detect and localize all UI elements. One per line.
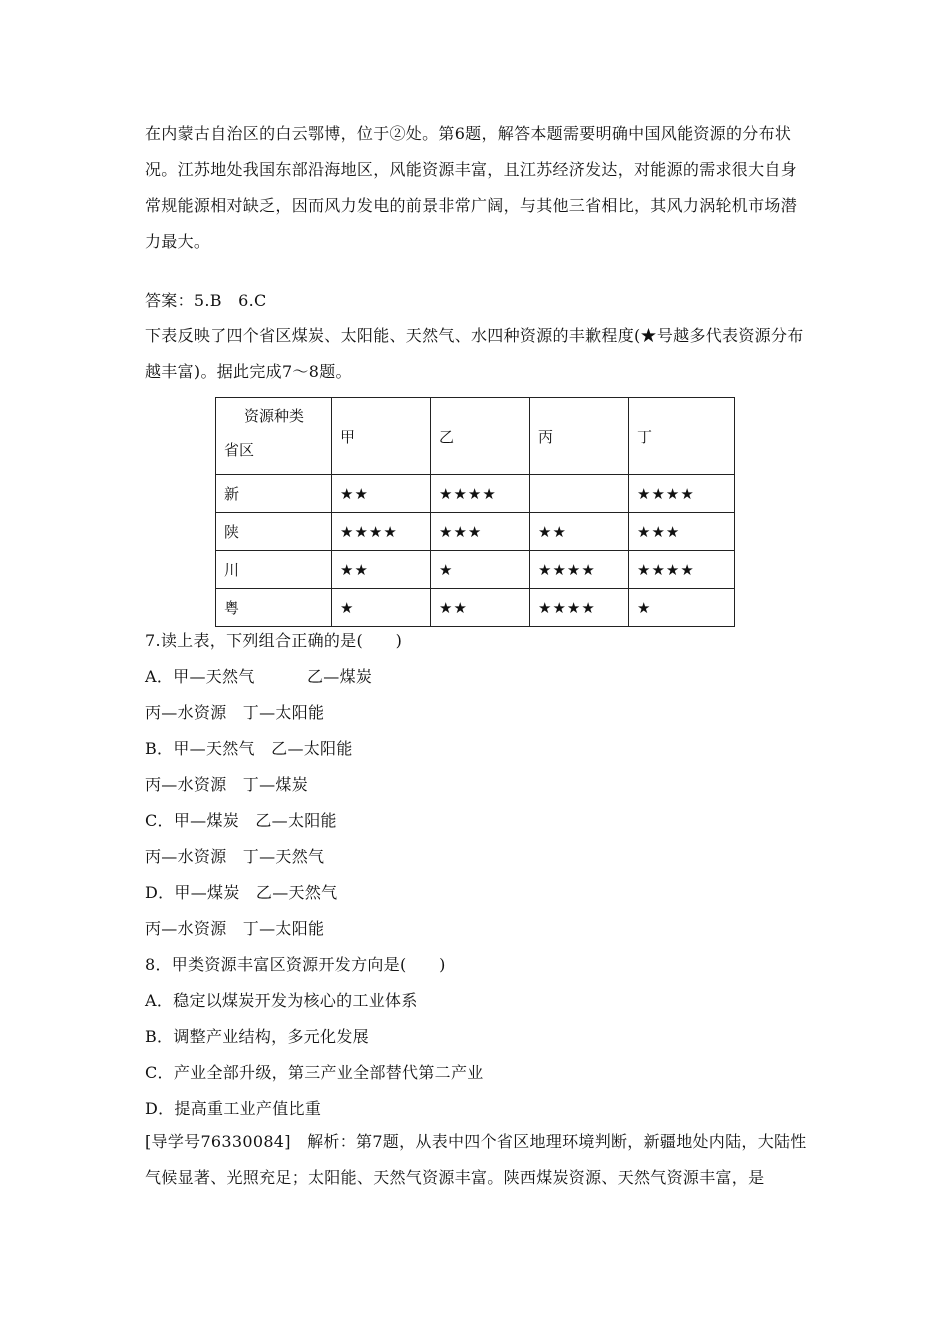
q7-option-b-line2: 丙—水资源 丁—煤炭 bbox=[145, 775, 309, 794]
q8-option-b: B．调整产业结构，多元化发展 bbox=[145, 1027, 369, 1046]
rating-cell: ★★ bbox=[530, 513, 629, 551]
province-cell: 粤 bbox=[216, 589, 332, 627]
corner-label-resource-type: 资源种类 bbox=[244, 407, 305, 425]
rating-cell: ★★ bbox=[332, 551, 431, 589]
rating-cell: ★★ bbox=[431, 589, 530, 627]
rating-cell: ★ bbox=[629, 589, 735, 627]
answer-line: 答案：5.B 6.C bbox=[145, 291, 267, 310]
q7-option-b-line1: B．甲—天然气 乙—太阳能 bbox=[145, 739, 353, 758]
explanation-paragraph: [导学号76330084] 解析：第7题，从表中四个省区地理环境判断，新疆地处内陆，大陆性气候显著、光照充足；太阳能、天然气资源丰富。陕西煤炭资源、天然气资源丰富，是 bbox=[145, 1132, 807, 1187]
column-header: 乙 bbox=[431, 398, 530, 475]
q8-option-d: D．提高重工业产值比重 bbox=[145, 1099, 322, 1118]
table-row bbox=[216, 551, 736, 589]
q7-option-c-line2: 丙—水资源 丁—天然气 bbox=[145, 847, 325, 866]
table-row bbox=[216, 475, 736, 513]
question-7-stem: 7.读上表，下列组合正确的是( ) bbox=[145, 631, 403, 650]
question-8-stem: 8．甲类资源丰富区资源开发方向是( ) bbox=[145, 955, 446, 974]
rating-cell: ★★★ bbox=[629, 513, 735, 551]
q7-option-d-line1: D．甲—煤炭 乙—天然气 bbox=[145, 883, 338, 902]
intro-paragraph: 在内蒙古自治区的白云鄂博，位于②处。第6题，解答本题需要明确中国风能资源的分布状况。江苏地处我国东部沿海地区，风能资源丰富，且江苏经济发达，对能源的需求很大自身常规能源相对缺乏，因而风力发电的前景非常广阔，与其他三省相比，其风力涡轮机市场潜力最大。 bbox=[145, 124, 798, 251]
rating-cell: ★★★ bbox=[431, 513, 530, 551]
q8-option-a: A．稳定以煤炭开发为核心的工业体系 bbox=[145, 991, 418, 1010]
q7-option-a-part2: 乙—煤炭 bbox=[307, 667, 373, 686]
rating-cell: ★ bbox=[332, 589, 431, 627]
column-header: 丁 bbox=[629, 398, 735, 475]
province-cell: 陕 bbox=[216, 513, 332, 551]
table-header-row bbox=[216, 398, 736, 475]
rating-cell: ★ bbox=[431, 551, 530, 589]
resource-table bbox=[215, 397, 736, 627]
column-header: 丙 bbox=[530, 398, 629, 475]
corner-label-province: 省区 bbox=[224, 441, 255, 459]
rating-cell: ★★★★ bbox=[629, 551, 735, 589]
table-row bbox=[216, 589, 736, 627]
q8-option-c: C．产业全部升级，第三产业全部替代第二产业 bbox=[145, 1063, 484, 1082]
rating-cell: ★★★★ bbox=[530, 589, 629, 627]
rating-cell: ★★★★ bbox=[530, 551, 629, 589]
column-header: 甲 bbox=[332, 398, 431, 475]
q7-option-a-line1 bbox=[145, 664, 373, 687]
rating-cell bbox=[530, 475, 629, 513]
table-corner-cell bbox=[216, 398, 332, 475]
rating-cell: ★★ bbox=[332, 475, 431, 513]
q7-option-d-line2: 丙—水资源 丁—太阳能 bbox=[145, 919, 325, 938]
rating-cell: ★★★★ bbox=[332, 513, 431, 551]
q7-option-a-part1: A．甲—天然气 bbox=[145, 667, 255, 686]
q7-option-a-line2: 丙—水资源 丁—太阳能 bbox=[145, 703, 325, 722]
province-cell: 新 bbox=[216, 475, 332, 513]
table-row bbox=[216, 513, 736, 551]
rating-cell: ★★★★ bbox=[431, 475, 530, 513]
table-intro: 下表反映了四个省区煤炭、太阳能、天然气、水四种资源的丰歉程度(★号越多代表资源分布越丰富)。据此完成7～8题。 bbox=[145, 326, 804, 381]
province-cell: 川 bbox=[216, 551, 332, 589]
q7-option-c-line1: C．甲—煤炭 乙—太阳能 bbox=[145, 811, 337, 830]
rating-cell: ★★★★ bbox=[629, 475, 735, 513]
